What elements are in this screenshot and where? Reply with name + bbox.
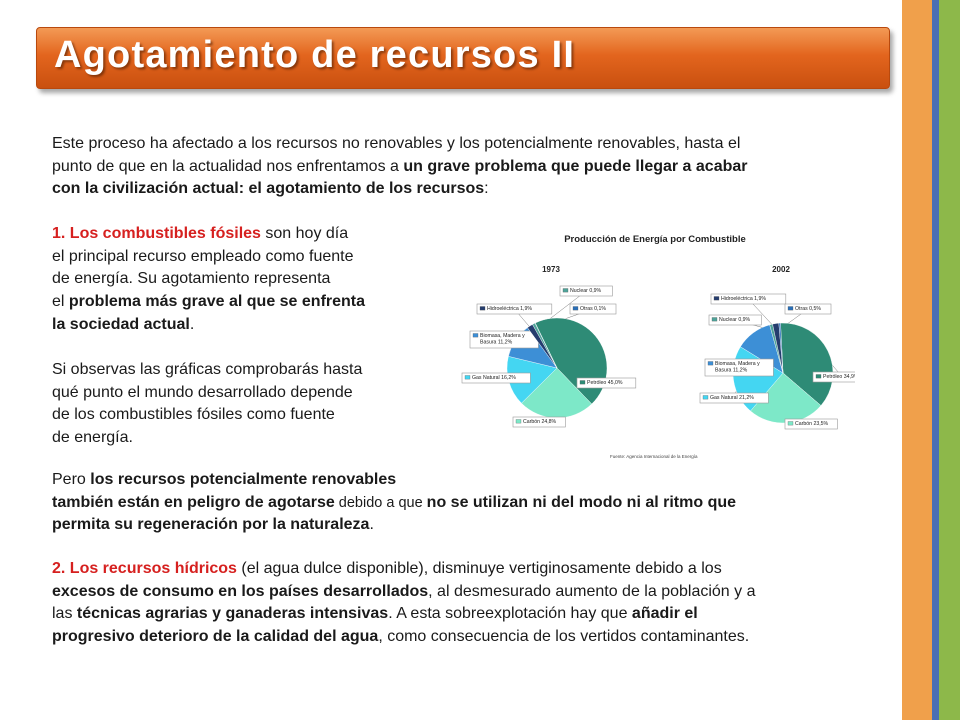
observe-line-4: de energía. bbox=[52, 429, 133, 447]
renewable-line-2 bbox=[52, 492, 872, 515]
water-text: . A esta sobreexplotación hay que bbox=[388, 605, 632, 623]
pie-group bbox=[462, 286, 855, 429]
fossil-line-3: de energía. Su agotamiento representa bbox=[52, 270, 331, 288]
chart-title: Producción de Energía por Combustible bbox=[564, 234, 746, 245]
renewable-emphasis: los recursos potencialmente renovables bbox=[90, 471, 397, 488]
observe-paragraph bbox=[52, 359, 452, 450]
pie-label-swatch-1973-5 bbox=[563, 289, 568, 293]
pie-label-1973-1: Carbón 24,8% bbox=[523, 419, 557, 425]
renewable-text: . bbox=[369, 516, 374, 534]
intro-line-1: Este proceso ha afectado a los recursos no renovables y los potencialmente renovables, hasta el bbox=[52, 135, 741, 152]
fossil-text: son hoy día bbox=[260, 225, 349, 242]
observe-line-3: de los combustibles fósiles como fuente bbox=[52, 406, 335, 424]
water-emphasis: técnicas agrarias y ganaderas intensivas bbox=[76, 605, 389, 623]
water-line-1 bbox=[52, 558, 882, 581]
decorative-stripe-blue bbox=[932, 0, 939, 720]
pie-label-swatch-1973-4 bbox=[480, 307, 485, 311]
pie-label-swatch-2002-5 bbox=[714, 297, 719, 301]
decorative-stripe-orange bbox=[902, 0, 932, 720]
pie-label-2002-4: Nuclear 0,9% bbox=[719, 317, 751, 323]
fossil-line-2: el principal recurso empleado como fuente bbox=[52, 247, 354, 265]
water-text: , al desmesurado aumento de la población y a bbox=[428, 582, 756, 600]
renewable-text: debido a que bbox=[334, 494, 427, 511]
renewable-line-1 bbox=[52, 469, 872, 492]
pie-label-swatch-1973-3 bbox=[473, 334, 478, 338]
intro-text: punto de que en la actualidad nos enfrentamos a bbox=[52, 157, 404, 175]
renewable-emphasis: no se utilizan ni del modo ni al ritmo que bbox=[426, 493, 737, 511]
pie-label-1973-3: Biomasa, Madera y bbox=[480, 333, 525, 339]
pie-label-swatch-1973-6 bbox=[573, 307, 578, 311]
water-text: , como consecuencia de los vertidos contaminantes. bbox=[378, 628, 750, 646]
pie-label-1973-0: Petróleo 45,0% bbox=[587, 380, 623, 386]
pie-label-1973-3: Basura 11,2% bbox=[480, 339, 513, 346]
pie-label-swatch-2002-1 bbox=[788, 422, 793, 426]
chart-source: Fuente: Agencia Internacional de la Energía bbox=[610, 454, 698, 459]
water-emphasis: excesos de consumo en los países desarrollados bbox=[52, 582, 429, 600]
pie-label-swatch-1973-1 bbox=[516, 420, 521, 424]
energy-production-chart bbox=[455, 225, 855, 465]
water-emphasis: añadir el bbox=[631, 605, 698, 623]
pie-label-swatch-1973-2 bbox=[465, 376, 470, 380]
water-line-4 bbox=[52, 626, 882, 649]
fossil-line-5 bbox=[52, 314, 452, 337]
energy-pie-charts-svg bbox=[455, 225, 855, 465]
intro-emphasis: con la civilización actual: el agotamiento de los recursos bbox=[52, 180, 485, 198]
fossil-emphasis: problema más grave al que se enfrenta bbox=[68, 293, 366, 311]
intro-line-3 bbox=[52, 178, 872, 201]
pie-label-swatch-2002-2 bbox=[703, 396, 708, 400]
intro-paragraph bbox=[52, 133, 872, 201]
water-heading: 2. Los recursos hídricos bbox=[52, 560, 237, 577]
water-line-2 bbox=[52, 581, 882, 604]
fossil-line-1 bbox=[52, 223, 452, 246]
renewable-text: Pero bbox=[52, 471, 91, 488]
water-line-3 bbox=[52, 603, 882, 626]
observe-line-2: qué punto el mundo desarrollado depende bbox=[52, 383, 353, 401]
pie-label-swatch-2002-4 bbox=[712, 318, 717, 322]
pie-label-swatch-2002-6 bbox=[788, 307, 793, 311]
fossil-text: el bbox=[52, 293, 69, 311]
water-emphasis: progresivo deterioro de la calidad del agua bbox=[52, 628, 379, 646]
pie-label-1973-2: Gas Natural 16,2% bbox=[472, 375, 516, 381]
intro-text: : bbox=[484, 180, 489, 198]
pie-label-swatch-2002-0 bbox=[816, 375, 821, 379]
renewable-emphasis: también están en peligro de agotarse bbox=[52, 493, 335, 511]
pie-label-swatch-1973-0 bbox=[580, 381, 585, 385]
pie-label-2002-2: Gas Natural 21,2% bbox=[710, 395, 754, 401]
pie-label-1973-6: Otras 0,1% bbox=[580, 306, 606, 312]
renewable-line-3 bbox=[52, 514, 872, 537]
pie-label-swatch-2002-3 bbox=[708, 362, 713, 366]
fossil-emphasis: la sociedad actual bbox=[52, 315, 190, 333]
intro-line-2 bbox=[52, 156, 872, 179]
intro-emphasis: un grave problema que puede llegar a acabar bbox=[403, 157, 748, 175]
water-text: (el agua dulce disponible), disminuye vertiginosamente debido a los bbox=[236, 560, 722, 577]
renewable-paragraph bbox=[52, 469, 872, 537]
pie-label-2002-5: Hidroeléctrica 1,9% bbox=[721, 296, 766, 302]
water-resources-paragraph bbox=[52, 558, 882, 649]
renewable-emphasis: permita su regeneración por la naturaleza bbox=[52, 516, 370, 534]
observe-line-1: Si observas las gráficas comprobarás hasta bbox=[52, 361, 363, 378]
pie-label-2002-6: Otras 0,5% bbox=[795, 306, 821, 312]
chart-year-2002: 2002 bbox=[772, 265, 790, 274]
decorative-stripe-green bbox=[939, 0, 960, 720]
pie-label-2002-3: Basura 11,2% bbox=[715, 367, 748, 374]
pie-label-2002-3: Biomasa, Madera y bbox=[715, 361, 760, 367]
slide-title: Agotamiento de recursos II bbox=[54, 34, 576, 76]
fossil-text: . bbox=[189, 315, 195, 333]
pie-label-1973-5: Nuclear 0,9% bbox=[570, 288, 602, 294]
pie-label-2002-1: Carbón 23,5% bbox=[795, 421, 829, 427]
pie-label-2002-0: Petróleo 34,9% bbox=[823, 374, 855, 380]
fossil-heading: 1. Los combustibles fósiles bbox=[52, 225, 261, 242]
fossil-line-4 bbox=[52, 291, 452, 314]
water-text: las bbox=[52, 605, 77, 623]
chart-year-1973: 1973 bbox=[542, 265, 560, 274]
fossil-fuels-paragraph bbox=[52, 223, 452, 337]
pie-label-1973-4: Hidroeléctrica 1,9% bbox=[487, 306, 532, 312]
